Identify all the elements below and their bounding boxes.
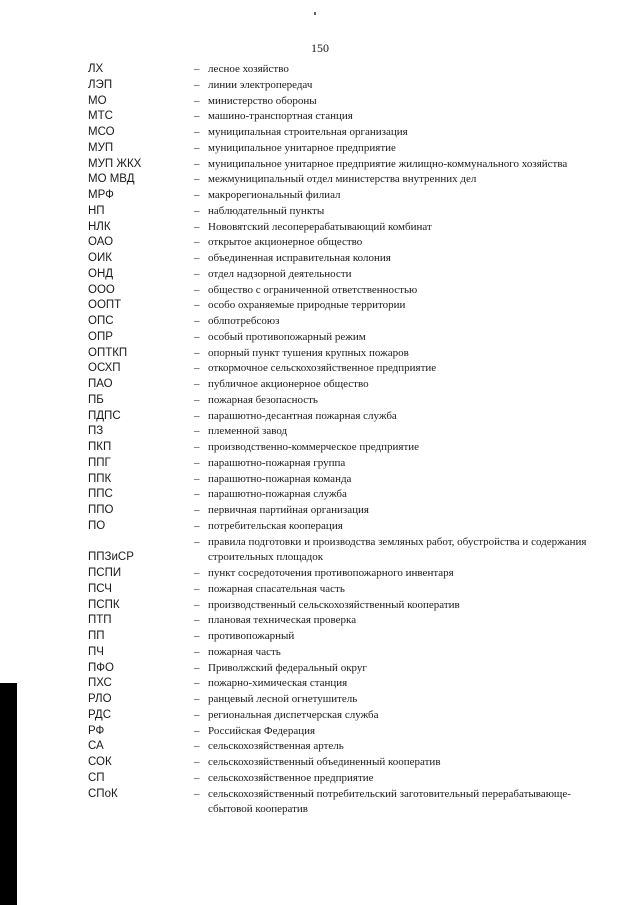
abbreviation: ПСЧ bbox=[88, 582, 112, 595]
abbreviation-definition: племенной завод bbox=[208, 425, 288, 438]
list-item bbox=[88, 708, 608, 724]
abbreviation-definition: линии электропередач bbox=[208, 78, 313, 91]
list-item bbox=[88, 220, 608, 236]
abbreviation-definition: особый противопожарный режим bbox=[208, 330, 366, 343]
dash-separator: – bbox=[194, 110, 200, 123]
dash-separator: – bbox=[194, 598, 200, 611]
abbreviation-definition: производственный сельскохозяйственный кооператив bbox=[208, 598, 460, 611]
abbreviation-definition: парашютно-десантная пожарная служба bbox=[208, 409, 397, 422]
abbreviation: ОНД bbox=[88, 267, 114, 280]
abbreviation: НЛК bbox=[88, 220, 111, 233]
dash-separator: – bbox=[194, 126, 200, 138]
dash-separator: – bbox=[194, 708, 200, 721]
dash-separator: – bbox=[194, 614, 200, 627]
abbreviation-definition: лесное хозяйство bbox=[208, 63, 289, 75]
abbreviation: СПоК bbox=[88, 787, 118, 800]
list-item bbox=[88, 409, 608, 425]
list-item bbox=[88, 440, 608, 456]
dash-separator: – bbox=[194, 173, 200, 186]
dash-separator: – bbox=[194, 378, 200, 390]
abbreviation-definition: машино-транспортная станция bbox=[208, 110, 353, 123]
abbreviation-definition: пожарная часть bbox=[208, 645, 281, 658]
list-item bbox=[88, 739, 608, 755]
abbreviation: ОПР bbox=[88, 330, 113, 343]
dash-separator: – bbox=[194, 582, 200, 595]
list-item bbox=[88, 456, 608, 472]
list-item bbox=[88, 141, 608, 157]
abbreviation: МУП ЖКХ bbox=[88, 157, 142, 170]
list-item bbox=[88, 566, 608, 582]
dash-separator: – bbox=[194, 409, 200, 422]
list-item bbox=[88, 157, 608, 173]
abbreviation-definition: парашютно-пожарная группа bbox=[208, 456, 346, 469]
abbreviation-definition: потребительская кооперация bbox=[208, 519, 343, 532]
abbreviation-definition: пункт сосредоточения противопожарного инвентаря bbox=[208, 567, 454, 579]
list-item bbox=[88, 267, 608, 283]
abbreviation-definition: Приволжский федеральный округ bbox=[208, 661, 367, 674]
abbreviation-definition: отдел надзорной деятельности bbox=[208, 267, 352, 280]
dash-separator: – bbox=[194, 204, 200, 217]
dash-separator: – bbox=[194, 787, 200, 800]
abbreviation-definition: откормочное сельскохозяйственное предприятие bbox=[208, 362, 437, 375]
abbreviation-definition: межмуниципальный отдел министерства внутренних дел bbox=[208, 173, 477, 186]
dash-separator: – bbox=[194, 567, 200, 579]
list-item bbox=[88, 62, 608, 78]
list-item bbox=[88, 283, 608, 299]
dash-separator: – bbox=[194, 63, 200, 75]
abbreviation: ПКП bbox=[88, 441, 112, 453]
abbreviation: ПХС bbox=[88, 677, 112, 690]
abbreviation: ООПТ bbox=[88, 299, 122, 312]
list-item bbox=[88, 125, 608, 141]
abbreviation: ПФО bbox=[88, 661, 114, 674]
abbreviation-definition: пожарная безопасность bbox=[208, 393, 318, 406]
abbreviation: ПАО bbox=[88, 378, 113, 390]
dash-separator: – bbox=[194, 519, 200, 532]
abbreviation: МУП bbox=[88, 141, 114, 154]
list-item bbox=[88, 377, 608, 393]
list-item bbox=[88, 771, 608, 787]
abbreviation-definition: публичное акционерное общество bbox=[208, 378, 369, 390]
list-item bbox=[88, 298, 608, 314]
list-item bbox=[88, 692, 608, 708]
list-item bbox=[88, 314, 608, 330]
abbreviation-definition: парашютно-пожарная служба bbox=[208, 488, 347, 501]
dash-separator: – bbox=[194, 724, 200, 737]
list-item bbox=[88, 503, 608, 519]
abbreviation: ПТП bbox=[88, 614, 112, 627]
abbreviation: НП bbox=[88, 204, 105, 217]
list-item bbox=[88, 109, 608, 125]
dash-separator: – bbox=[194, 330, 200, 343]
dash-separator: – bbox=[194, 299, 200, 312]
abbreviation-definition: пожарная спасательная часть bbox=[208, 582, 345, 595]
list-item bbox=[88, 582, 608, 598]
abbreviation-definition: особо охраняемые природные территории bbox=[208, 299, 406, 312]
abbreviation-definition: Российская Федерация bbox=[208, 724, 316, 737]
abbreviation-definition: Нововятский лесоперерабатывающий комбинат bbox=[208, 220, 432, 233]
abbreviation-definition: объединенная исправительная колония bbox=[208, 252, 391, 264]
abbreviation-definition: наблюдательный пункты bbox=[208, 204, 325, 217]
abbreviation: ПО bbox=[88, 519, 106, 532]
abbreviation-definition: муниципальное унитарное предприятие bbox=[208, 141, 396, 154]
dash-separator: – bbox=[194, 771, 200, 784]
scan-edge-bar bbox=[0, 683, 17, 905]
abbreviation: ППО bbox=[88, 504, 114, 516]
dash-separator: – bbox=[194, 504, 200, 516]
abbreviation: ЛХ bbox=[88, 63, 104, 75]
abbreviation-definition: сельскохозяйственное предприятие bbox=[208, 771, 374, 784]
dash-separator: – bbox=[194, 78, 200, 91]
list-item bbox=[88, 472, 608, 488]
dash-separator: – bbox=[194, 630, 200, 642]
list-item bbox=[88, 535, 608, 567]
scan-speck bbox=[314, 12, 316, 15]
abbreviation: ОПТКП bbox=[88, 346, 128, 359]
abbreviation-definition: правила подготовки и производства земляных работ, обустройства и содержания строительных площадок bbox=[208, 535, 587, 564]
list-item bbox=[88, 172, 608, 188]
dash-separator: – bbox=[194, 189, 200, 201]
abbreviation: РЛО bbox=[88, 693, 112, 705]
abbreviation: ОСХП bbox=[88, 362, 121, 375]
list-item bbox=[88, 251, 608, 267]
list-item bbox=[88, 424, 608, 440]
dash-separator: – bbox=[194, 267, 200, 280]
list-item bbox=[88, 346, 608, 362]
abbreviation-definition: общество с ограниченной ответственностью bbox=[208, 283, 418, 296]
abbreviation: ЛЭП bbox=[88, 78, 113, 91]
abbreviation: ПСПИ bbox=[88, 567, 122, 579]
abbreviation: РФ bbox=[88, 724, 105, 737]
abbreviation: МТС bbox=[88, 110, 113, 123]
abbreviation-definition: первичная партийная организация bbox=[208, 504, 369, 516]
dash-separator: – bbox=[194, 661, 200, 674]
dash-separator: – bbox=[194, 141, 200, 154]
abbreviation-definition: сельскохозяйственный объединенный кооператив bbox=[208, 756, 441, 768]
dash-separator: – bbox=[194, 362, 200, 375]
dash-separator: – bbox=[194, 220, 200, 233]
abbreviation: ПСПК bbox=[88, 598, 120, 611]
dash-separator: – bbox=[194, 472, 200, 485]
dash-separator: – bbox=[194, 441, 200, 453]
abbreviation: МО bbox=[88, 94, 107, 107]
abbreviation-definition: плановая техническая проверка bbox=[208, 614, 357, 627]
abbreviation-definition: производственно-коммерческое предприятие bbox=[208, 441, 420, 453]
abbreviation-definition: противопожарный bbox=[208, 630, 295, 642]
abbreviation: ППЗиСР bbox=[88, 551, 134, 564]
abbreviation: СОК bbox=[88, 756, 112, 768]
abbreviation-definition: ранцевый лесной огнетушитель bbox=[208, 693, 358, 705]
dash-separator: – bbox=[194, 236, 200, 249]
abbreviation: ПП bbox=[88, 630, 105, 642]
list-item bbox=[88, 519, 608, 535]
abbreviation-definition: региональная диспетчерская служба bbox=[208, 708, 379, 721]
dash-separator: – bbox=[194, 456, 200, 469]
abbreviation-definition: пожарно-химическая станция bbox=[208, 677, 348, 690]
abbreviation-definition: муниципальная строительная организация bbox=[208, 126, 408, 138]
abbreviation-definition: опорный пункт тушения крупных пожаров bbox=[208, 346, 409, 359]
dash-separator: – bbox=[194, 756, 200, 768]
list-item bbox=[88, 188, 608, 204]
list-item bbox=[88, 487, 608, 503]
dash-separator: – bbox=[194, 157, 200, 170]
list-item bbox=[88, 661, 608, 677]
dash-separator: – bbox=[194, 535, 200, 548]
abbreviation-list bbox=[88, 62, 608, 818]
list-item bbox=[88, 724, 608, 740]
abbreviation: ОПС bbox=[88, 315, 114, 327]
list-item bbox=[88, 645, 608, 661]
abbreviation: МСО bbox=[88, 126, 115, 138]
abbreviation: ПДПС bbox=[88, 409, 121, 422]
abbreviation: ОАО bbox=[88, 236, 114, 249]
abbreviation-definition: муниципальное унитарное предприятие жилищно-коммунального хозяйства bbox=[208, 157, 568, 170]
dash-separator: – bbox=[194, 94, 200, 107]
list-item bbox=[88, 598, 608, 614]
abbreviation: ПБ bbox=[88, 393, 104, 406]
list-item bbox=[88, 393, 608, 409]
abbreviation-definition: министерство обороны bbox=[208, 94, 317, 107]
abbreviation-definition: облпотребсоюз bbox=[208, 315, 280, 327]
list-item bbox=[88, 204, 608, 220]
list-item bbox=[88, 78, 608, 94]
list-item bbox=[88, 330, 608, 346]
list-item bbox=[88, 235, 608, 251]
abbreviation: ППК bbox=[88, 472, 112, 485]
dash-separator: – bbox=[194, 693, 200, 705]
dash-separator: – bbox=[194, 425, 200, 438]
list-item bbox=[88, 676, 608, 692]
abbreviation: МРФ bbox=[88, 189, 114, 201]
dash-separator: – bbox=[194, 740, 200, 753]
page-number: 150 bbox=[311, 41, 329, 55]
dash-separator: – bbox=[194, 315, 200, 327]
abbreviation: МО МВД bbox=[88, 173, 135, 186]
list-item bbox=[88, 94, 608, 110]
dash-separator: – bbox=[194, 677, 200, 690]
list-item bbox=[88, 361, 608, 377]
abbreviation: СП bbox=[88, 771, 105, 784]
dash-separator: – bbox=[194, 645, 200, 658]
list-item bbox=[88, 787, 608, 819]
abbreviation: РДС bbox=[88, 708, 111, 721]
dash-separator: – bbox=[194, 283, 200, 296]
abbreviation: ППС bbox=[88, 488, 113, 501]
abbreviation: ПЗ bbox=[88, 425, 104, 438]
dash-separator: – bbox=[194, 252, 200, 264]
dash-separator: – bbox=[194, 393, 200, 406]
abbreviation-definition: открытое акционерное общество bbox=[208, 236, 363, 249]
list-item bbox=[88, 613, 608, 629]
abbreviation: ОИК bbox=[88, 252, 112, 264]
abbreviation: ПЧ bbox=[88, 645, 104, 658]
abbreviation: ООО bbox=[88, 283, 115, 296]
abbreviation-definition: парашютно-пожарная команда bbox=[208, 472, 352, 485]
abbreviation: СА bbox=[88, 740, 104, 753]
list-item bbox=[88, 755, 608, 771]
dash-separator: – bbox=[194, 346, 200, 359]
list-item bbox=[88, 629, 608, 645]
abbreviation: ППГ bbox=[88, 456, 111, 469]
abbreviation-definition: сельскохозяйственная артель bbox=[208, 740, 344, 753]
dash-separator: – bbox=[194, 488, 200, 501]
abbreviation-definition: макрорегиональный филиал bbox=[208, 189, 341, 201]
abbreviation-definition: сельскохозяйственный потребительский заготовительный перерабатывающе-сбытовой кооператив bbox=[208, 787, 571, 816]
